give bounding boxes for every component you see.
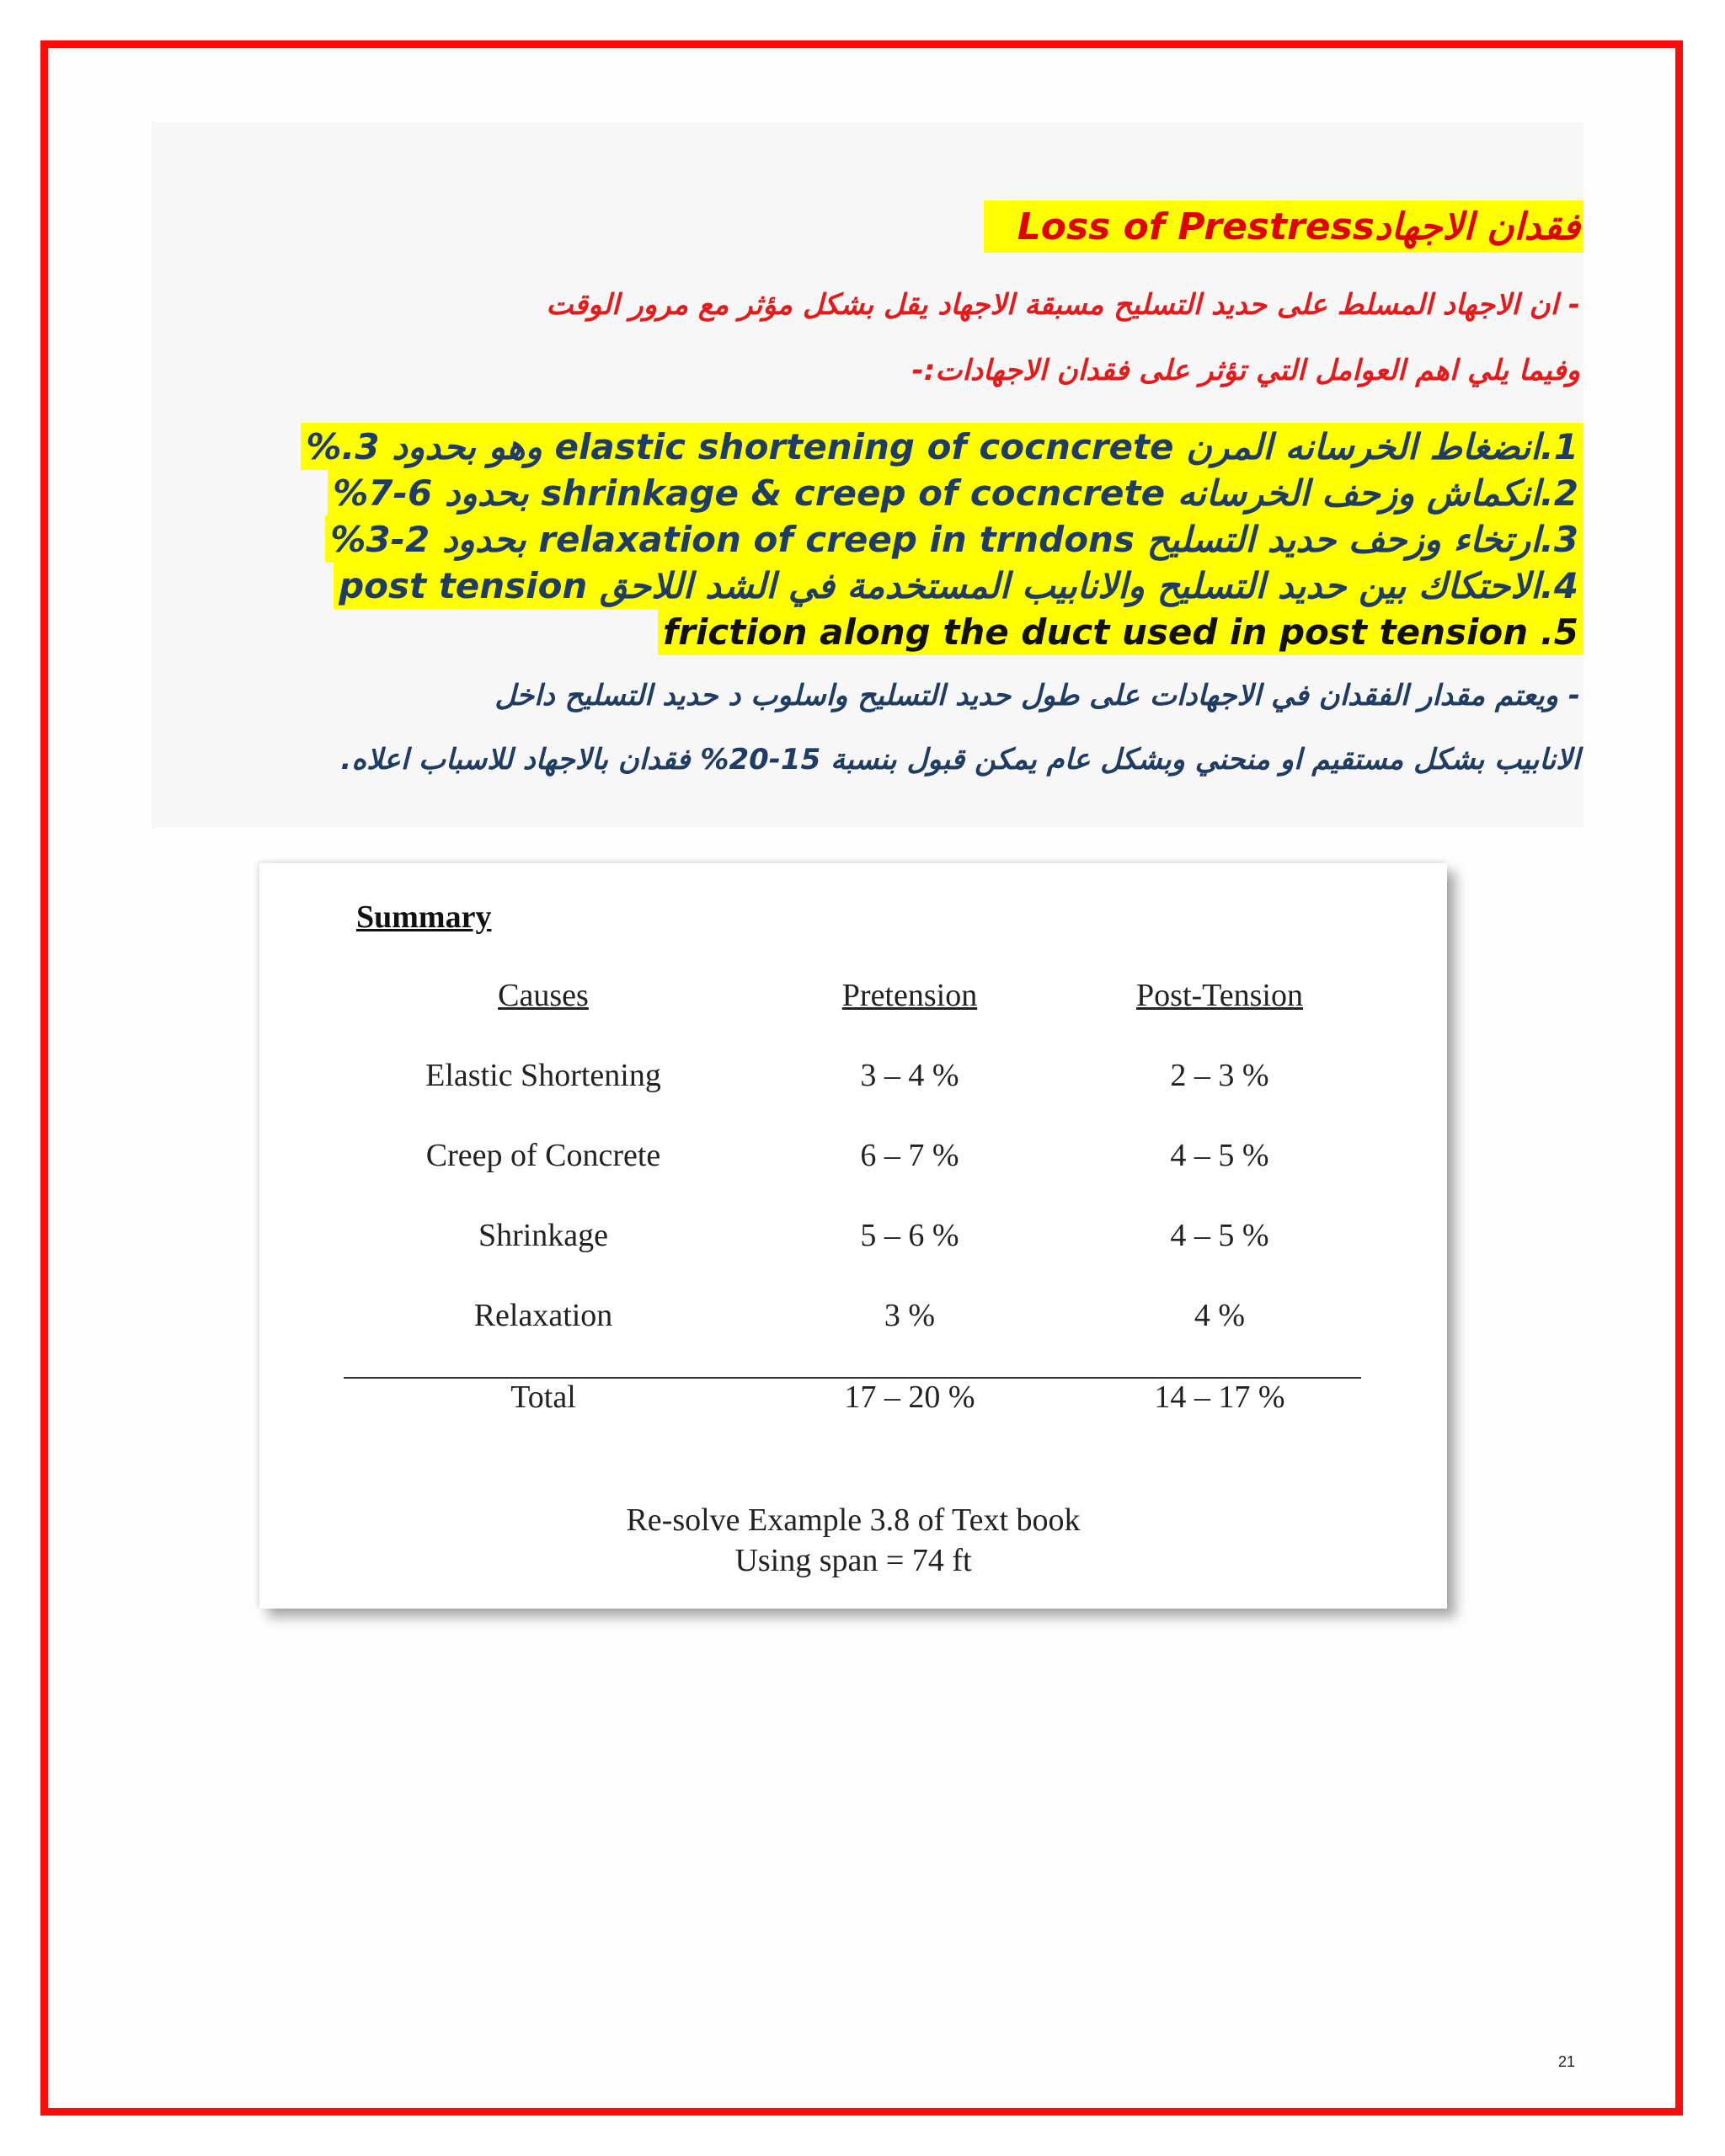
- intro-line-2: وفيما يلي اهم العوامل التي تؤثر على فقدان الاجهادات:-: [911, 354, 1580, 387]
- example-note-line-2: Using span = 74 ft: [734, 1543, 972, 1578]
- table-cell: 3 %: [884, 1298, 936, 1333]
- table-cell: Relaxation: [473, 1298, 613, 1333]
- table-cell: 2 – 3 %: [1170, 1058, 1269, 1093]
- table-cell: Creep of Concrete: [425, 1138, 661, 1173]
- conclusion-line-1: - ويعتم مقدار الفقدان في الاجهادات على طول حديد التسليح واسلوب د حديد التسليح داخل: [494, 679, 1580, 712]
- total-cell: 14 – 17 %: [1154, 1380, 1285, 1415]
- table-cell: Shrinkage: [478, 1218, 609, 1253]
- page-number: 21: [1557, 2053, 1575, 2070]
- intro-line-1: - ان الاجهاد المسلط على حديد التسليح مسبقة الاجهاد يقل بشكل مؤثر مع مرور الوقت: [546, 288, 1580, 322]
- factor-item: 2.انكماش وزحف الخرسانه shrinkage & creep of cocncrete بحدود 6-7%: [328, 469, 1583, 516]
- example-note-line-1: Re-solve Example 3.8 of Text book: [626, 1502, 1081, 1538]
- page-title: فقدان الاجهادLoss of Prestress: [1017, 205, 1580, 248]
- total-cell: Total: [510, 1380, 576, 1415]
- table-cell: 3 – 4 %: [860, 1058, 959, 1093]
- factor-item: 4.الاحتكاك بين حديد التسليح والانابيب المستخدمة في الشد اللاحق post tension: [334, 562, 1583, 609]
- table-cell: Elastic Shortening: [425, 1058, 661, 1093]
- table-cell: 4 – 5 %: [1170, 1218, 1269, 1253]
- table-cell: 5 – 6 %: [860, 1218, 959, 1253]
- conclusion-line-2: الانابيب بشكل مستقيم او منحني وبشكل عام يمكن قبول بنسبة 15-20% فقدان بالاجهاد للاسباب اعلاه.: [340, 743, 1580, 776]
- header-causes: Causes: [498, 978, 589, 1013]
- factor-item: 1.انضغاط الخرسانه المرن elastic shortening of cocncrete وهو بحدود 3.%: [301, 423, 1583, 470]
- factor-item: 3.ارتخاء وزحف حديد التسليح relaxation of creep in trndons بحدود 2-3%: [325, 515, 1583, 563]
- title-highlight: [984, 200, 1583, 253]
- summary-table-image: [259, 863, 1447, 1609]
- header-post-tension: Post-Tension: [1136, 978, 1303, 1013]
- table-cell: 4 – 5 %: [1170, 1138, 1269, 1173]
- table-cell: 6 – 7 %: [860, 1138, 959, 1173]
- header-pretension: Pretension: [841, 978, 978, 1013]
- table-cell: 4 %: [1194, 1298, 1246, 1333]
- summary-title: Summary: [356, 899, 492, 935]
- total-cell: 17 – 20 %: [844, 1380, 975, 1415]
- factor-item: friction along the duct used in post tension .5: [658, 608, 1583, 655]
